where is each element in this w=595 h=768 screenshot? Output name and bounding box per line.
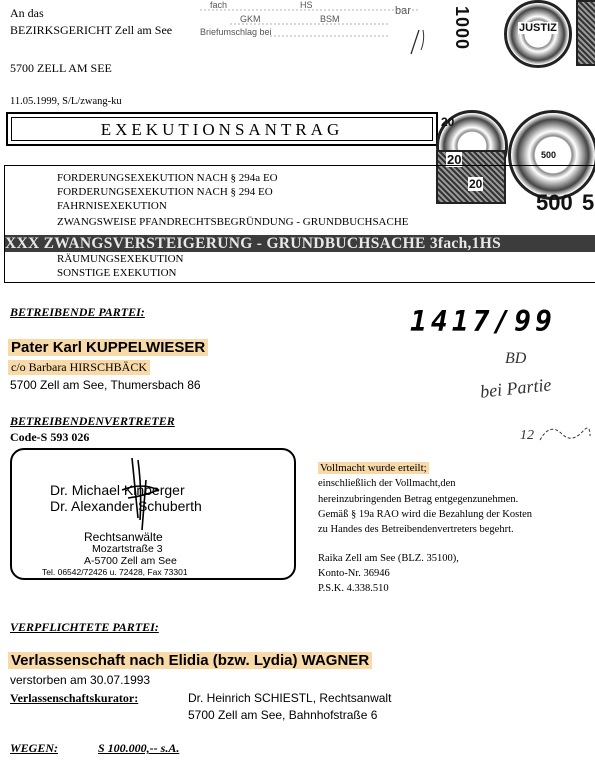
- title-box: [6, 112, 438, 146]
- header-form-lines: [190, 0, 430, 50]
- debtor-deceased: verstorben am 30.07.1993: [10, 673, 151, 687]
- representative-heading: BETREIBENDENVERTRETER: [10, 414, 175, 428]
- bank-line-3: P.S.K. 4.338.510: [318, 583, 389, 594]
- creditor-address: 5700 Zell am See, Thumersbach 86: [10, 378, 201, 392]
- enforcement-types-box: [4, 165, 595, 283]
- type-option-5: RÄUMUNGSEXEKUTION: [57, 253, 184, 265]
- scribble-envelope: Briefumschlag bei: [200, 27, 272, 37]
- handwritten-note-1: BD: [505, 350, 527, 367]
- code-stamp: 1000: [452, 6, 472, 51]
- fee-stamp-2-value: 20: [447, 152, 462, 167]
- creditor-heading: BETREIBENDE PARTEI:: [10, 305, 145, 319]
- fee-stamp-5-value: 500: [536, 190, 573, 215]
- poa-line-2: einschließlich der Vollmacht,den: [318, 478, 456, 489]
- creditor-co: c/o Barbara HIRSCHBÄCK: [8, 360, 150, 375]
- fee-stamp-3-value: 20: [469, 177, 483, 191]
- poa-granted: Vollmacht wurde erteilt;: [320, 462, 427, 474]
- type-option-6: SONSTIGE EXEKUTION: [57, 267, 177, 279]
- bank-line-2: Konto-Nr. 36946: [318, 568, 390, 579]
- poa-line-3: hereinzubringenden Betrag entgegenzunehmen.: [318, 494, 519, 505]
- fee-stamp-4-value: 500: [541, 150, 557, 160]
- document-title: EXEKUTIONSANTRAG: [100, 120, 344, 139]
- lawyer-name-2: Dr. Alexander Schuberth: [50, 498, 202, 514]
- handwritten-mark: [405, 28, 425, 58]
- bank-line-1: Raika Zell am See (BLZ. 35100),: [318, 553, 459, 564]
- poa-line-5: zu Handes des Betreibendenvertreters begehrt.: [318, 524, 514, 535]
- selected-type-bar: XXX ZWANGSVERSTEIGERUNG - GRUNDBUCHSACHE 3fach,1HS: [5, 235, 595, 252]
- lawyer-stamp: [10, 448, 296, 580]
- curator-address: 5700 Zell am See, Bahnhofstraße 6: [188, 708, 378, 722]
- claim-amount: S 100.000,-- s.A.: [98, 741, 180, 755]
- lawyer-firm: Rechtsanwälte: [84, 530, 163, 544]
- fee-stamp-6-value: 5: [582, 190, 595, 215]
- poa-line-4: Gemäß § 19a RAO wird die Bezahlung der Kosten: [318, 509, 533, 520]
- handwritten-note-3: 12: [520, 428, 534, 443]
- reference-line: 11.05.1999, S/L/zwang-ku: [10, 96, 122, 107]
- lawyer-phone: Tel. 06542/72426 u. 72428, Fax 73301: [42, 567, 188, 577]
- lawyer-name-1: Dr. Michael Kinberger: [50, 482, 185, 498]
- type-option-3: FAHRNISEXEKUTION: [57, 200, 167, 212]
- fee-stamp-strip: [576, 0, 595, 66]
- curator-label: Verlassenschaftskurator:: [10, 691, 139, 705]
- handwritten-scribble: [538, 420, 593, 460]
- debtor-heading: VERPFLICHTETE PARTEI:: [10, 620, 159, 634]
- representative-code: Code-S 593 026: [10, 430, 90, 444]
- scribble-bsm: BSM: [320, 14, 340, 24]
- signature: [112, 450, 172, 540]
- lawyer-city: A-5700 Zell am See: [84, 555, 177, 567]
- recipient-court: BEZIRKSGERICHT Zell am See: [10, 23, 173, 37]
- claim-label: WEGEN:: [10, 741, 59, 755]
- scribble-bar: bar: [395, 5, 411, 17]
- recipient-city: 5700 ZELL AM SEE: [10, 61, 112, 75]
- scribble-gkm: GKM: [240, 14, 261, 24]
- fee-stamp-1-value: 20: [441, 115, 455, 129]
- justiz-seal-label: JUSTIZ: [519, 22, 557, 34]
- lawyer-street: Mozartstraße 3: [92, 543, 163, 555]
- justiz-seal-stamp: [504, 0, 572, 68]
- curator-name: Dr. Heinrich SCHIESTL, Rechtsanwalt: [188, 691, 392, 705]
- type-option-1: FORDERUNGSEXEKUTION NACH § 294a EO: [57, 172, 278, 184]
- debtor-name: Verlassenschaft nach Elidia (bzw. Lydia) WAGNER: [8, 652, 372, 669]
- recipient-line-1: An das: [10, 6, 44, 20]
- scribble-fach: fach: [210, 0, 228, 10]
- type-option-2: FORDERUNGSEXEKUTION NACH § 294 EO: [57, 186, 273, 198]
- scribble-hs: HS: [300, 0, 313, 10]
- case-number: 1417/99: [410, 305, 557, 338]
- type-option-4: ZWANGSWEISE PFANDRECHTSBEGRÜNDUNG - GRUNDBUCHSACHE: [57, 216, 409, 228]
- creditor-name: Pater Karl KUPPELWIESER: [8, 339, 208, 356]
- handwritten-note-2: bei Partie: [479, 374, 553, 402]
